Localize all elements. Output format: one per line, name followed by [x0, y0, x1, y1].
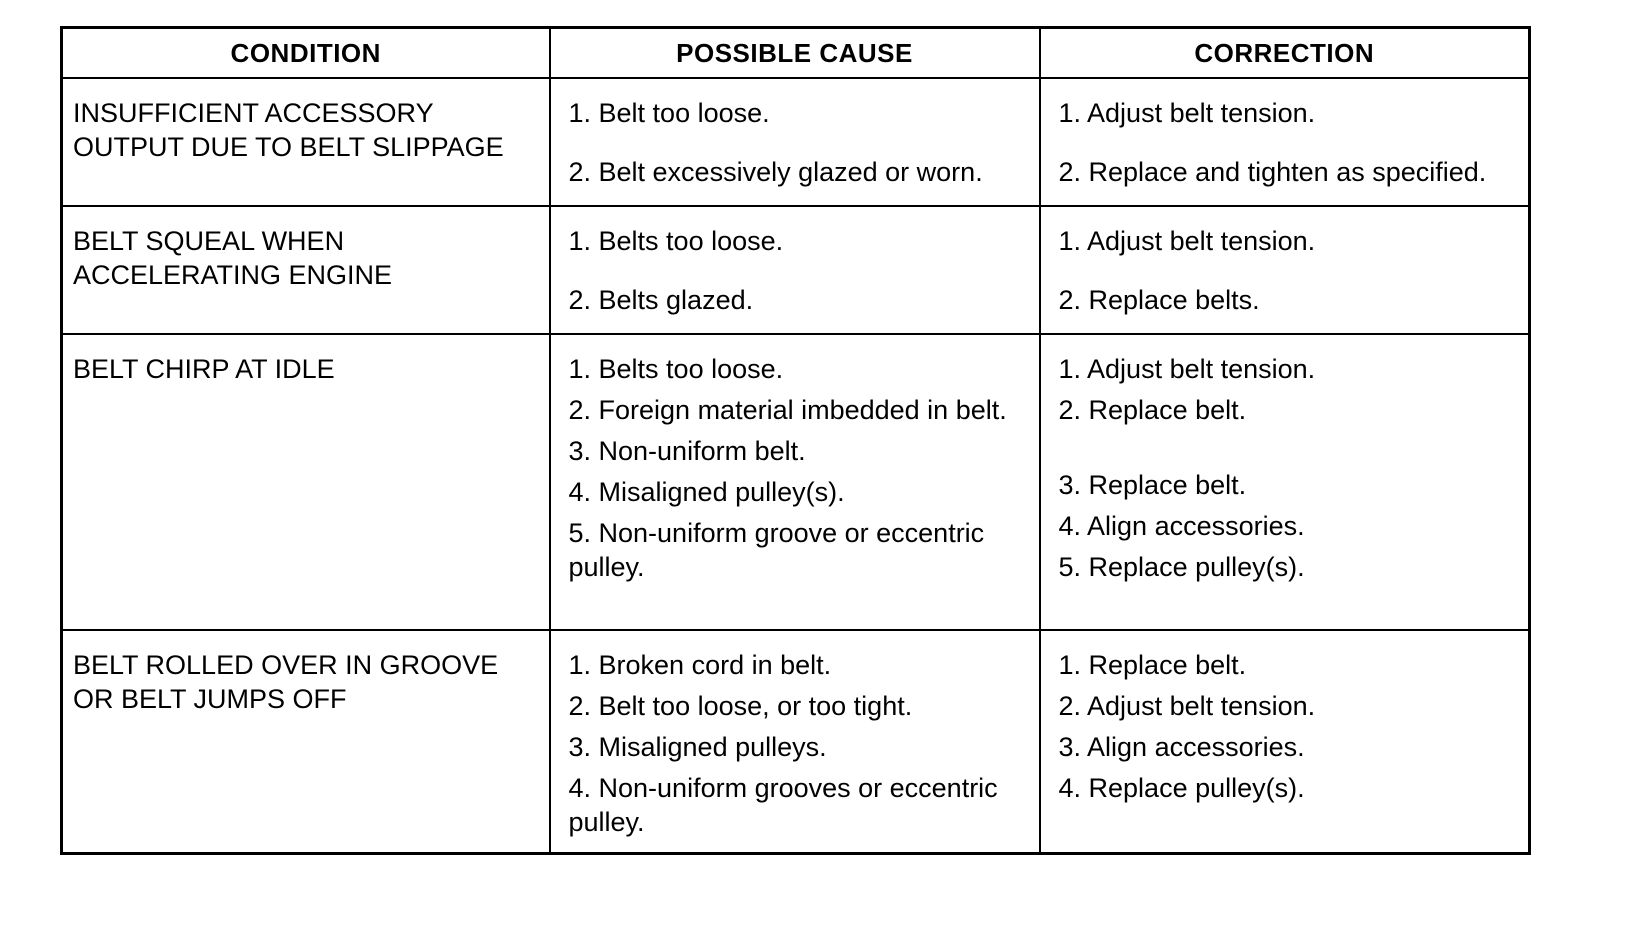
cause-item: 2. Foreign material imbedded in belt. [568, 395, 1007, 425]
condition-cell [62, 78, 550, 206]
correction-cell [1040, 78, 1530, 206]
correction-item: 1. Adjust belt tension. [1058, 98, 1316, 128]
condition-text: BELT CHIRP AT IDLE [73, 354, 335, 384]
correction-item: 1. Adjust belt tension. [1058, 226, 1316, 256]
diagnosis-table [60, 26, 1531, 855]
correction-item: 2. Adjust belt tension. [1058, 691, 1316, 721]
correction-cell [1040, 334, 1530, 630]
cause-cell [550, 334, 1040, 630]
correction-item: 2. Replace and tighten as specified. [1058, 157, 1487, 187]
correction-item: 2. Replace belt. [1058, 395, 1247, 425]
correction-item: 1. Adjust belt tension. [1058, 354, 1316, 384]
table-row [62, 630, 1530, 854]
condition-cell [62, 334, 550, 630]
cause-item: 1. Broken cord in belt. [568, 650, 832, 680]
correction-item: 2. Replace belts. [1058, 285, 1260, 315]
cause-item: 5. Non-uniform groove or eccentric pulley. [568, 518, 985, 582]
correction-cell [1040, 630, 1530, 854]
correction-item: 3. Replace belt. [1058, 470, 1247, 500]
cause-item: 2. Belts glazed. [568, 285, 754, 315]
cause-item: 2. Belt too loose, or too tight. [568, 691, 913, 721]
correction-item: 3. Align accessories. [1058, 732, 1305, 762]
header-possible-cause: POSSIBLE CAUSE [550, 28, 1040, 79]
condition-cell [62, 630, 550, 854]
correction-item: 4. Align accessories. [1058, 511, 1305, 541]
condition-cell [62, 206, 550, 334]
cause-item: 1. Belts too loose. [568, 226, 784, 256]
correction-cell [1040, 206, 1530, 334]
table-row [62, 78, 1530, 206]
cause-item: 3. Non-uniform belt. [568, 436, 806, 466]
cause-item: 3. Misaligned pulleys. [568, 732, 827, 762]
cause-item: 2. Belt excessively glazed or worn. [568, 157, 983, 187]
correction-item: 1. Replace belt. [1058, 650, 1247, 680]
correction-item: 4. Replace pulley(s). [1058, 773, 1305, 803]
cause-cell [550, 206, 1040, 334]
cause-cell [550, 78, 1040, 206]
condition-text: BELT ROLLED OVER IN GROOVE OR BELT JUMPS OFF [73, 650, 499, 714]
cause-item: 4. Misaligned pulley(s). [568, 477, 845, 507]
cause-cell [550, 630, 1040, 854]
condition-text: INSUFFICIENT ACCESSORY OUTPUT DUE TO BELT SLIPPAGE [73, 98, 504, 162]
cause-item: 1. Belt too loose. [568, 98, 770, 128]
condition-text: BELT SQUEAL WHEN ACCELERATING ENGINE [73, 226, 393, 290]
header-condition: CONDITION [62, 28, 550, 79]
correction-item: 5. Replace pulley(s). [1058, 552, 1305, 582]
table-row [62, 206, 1530, 334]
table-row [62, 334, 1530, 630]
header-correction: CORRECTION [1040, 28, 1530, 79]
header-row [62, 28, 1530, 79]
cause-item: 4. Non-uniform grooves or eccentric pulley. [568, 773, 998, 837]
cause-item: 1. Belts too loose. [568, 354, 784, 384]
